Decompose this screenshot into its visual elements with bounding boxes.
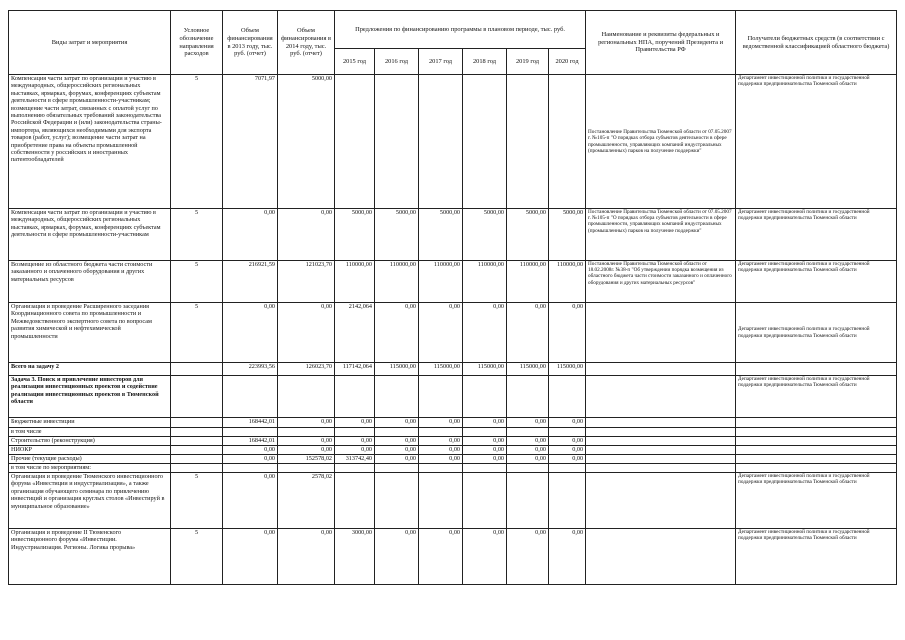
value-2015 bbox=[335, 75, 375, 209]
value-2014: 121023,70 bbox=[278, 261, 335, 303]
value-2019: 0,00 bbox=[507, 303, 549, 363]
activity-cell: НИОКР bbox=[9, 446, 171, 455]
npa-cell: Постановление Правительства Тюменской области от 18.02.2008г. №38-п "Об утверждении порядка возмещения из областного бюджета части стоимости заказанного и оплаченного оборудования и других материальных ресурсов" bbox=[586, 261, 736, 303]
recipient-cell: Департамент инвестиционной политики и государственной поддержки предпринимательства Тюменской области bbox=[736, 529, 897, 585]
budget-table bbox=[8, 10, 897, 585]
npa-cell bbox=[586, 473, 736, 529]
value-2020: 0,00 bbox=[549, 446, 586, 455]
value-2016: 0,00 bbox=[375, 437, 419, 446]
value-2015: 0,00 bbox=[335, 446, 375, 455]
value-2019 bbox=[507, 428, 549, 437]
header-activity: Виды затрат и мероприятия bbox=[9, 11, 171, 75]
table-row bbox=[9, 446, 897, 455]
value-2014: 5000,00 bbox=[278, 75, 335, 209]
value-2015: 5000,00 bbox=[335, 209, 375, 261]
value-2018 bbox=[463, 376, 507, 418]
table-row bbox=[9, 428, 897, 437]
value-2013: 0,00 bbox=[223, 529, 278, 585]
value-2020: 5000,00 bbox=[549, 209, 586, 261]
value-2018: 0,00 bbox=[463, 529, 507, 585]
value-2013: 0,00 bbox=[223, 303, 278, 363]
recipient-cell bbox=[736, 363, 897, 376]
value-2016: 0,00 bbox=[375, 529, 419, 585]
value-2018: 0,00 bbox=[463, 437, 507, 446]
recipient-cell: Департамент инвестиционной политики и государственной поддержки предпринимательства Тюменской области bbox=[736, 209, 897, 261]
value-2017: 115000,00 bbox=[419, 363, 463, 376]
value-2015 bbox=[335, 376, 375, 418]
value-2018: 115000,00 bbox=[463, 363, 507, 376]
value-2014: 0,00 bbox=[278, 418, 335, 428]
value-2016: 0,00 bbox=[375, 446, 419, 455]
npa-cell bbox=[586, 363, 736, 376]
value-2017: 0,00 bbox=[419, 455, 463, 464]
value-2013: 168442,01 bbox=[223, 437, 278, 446]
value-2020: 0,00 bbox=[549, 437, 586, 446]
npa-cell bbox=[586, 376, 736, 418]
value-2018: 5000,00 bbox=[463, 209, 507, 261]
value-2018 bbox=[463, 75, 507, 209]
value-2013: 0,00 bbox=[223, 209, 278, 261]
activity-cell: Задача 3. Поиск и привлечение инвесторов для реализации инвестиционных проектов и содействие реализации инвестиционных проектов в Тюменской области bbox=[9, 376, 171, 418]
code-cell: 5 bbox=[171, 529, 223, 585]
value-2017: 0,00 bbox=[419, 437, 463, 446]
value-2017: 0,00 bbox=[419, 446, 463, 455]
npa-cell bbox=[586, 529, 736, 585]
code-cell bbox=[171, 455, 223, 464]
value-2013: 0,00 bbox=[223, 446, 278, 455]
table-row bbox=[9, 464, 897, 473]
value-2018: 0,00 bbox=[463, 446, 507, 455]
code-cell bbox=[171, 376, 223, 418]
value-2015: 0,00 bbox=[335, 418, 375, 428]
value-2020: 115000,00 bbox=[549, 363, 586, 376]
value-2016: 0,00 bbox=[375, 303, 419, 363]
value-2015: 0,00 bbox=[335, 437, 375, 446]
recipient-cell: Департамент инвестиционной политики и государственной поддержки предпринимательства Тюменской области bbox=[736, 303, 897, 363]
value-2013: 0,00 bbox=[223, 473, 278, 529]
value-2015: 3000,00 bbox=[335, 529, 375, 585]
value-2016: 0,00 bbox=[375, 418, 419, 428]
value-2020 bbox=[549, 464, 586, 473]
value-2019: 110000,00 bbox=[507, 261, 549, 303]
npa-cell bbox=[586, 428, 736, 437]
code-cell: 5 bbox=[171, 209, 223, 261]
activity-cell: Организация и проведение Расширенного заседания Координационного совета по промышленности и Межведомственного экспертного совета по вопросам развития химической и нефтехимической промышленности bbox=[9, 303, 171, 363]
code-cell bbox=[171, 446, 223, 455]
table-row bbox=[9, 75, 897, 209]
table-row bbox=[9, 418, 897, 428]
code-cell bbox=[171, 418, 223, 428]
value-2016: 5000,00 bbox=[375, 209, 419, 261]
npa-cell: Постановление Правительства Тюменской области от 07.05.2007 г. №105-п "О порядках отбора субъектов деятельности в сфере промышленности, управляющих компаний индустриальных (промышленных) парков на получение поддержки" bbox=[586, 75, 736, 209]
header-year: 2016 год bbox=[375, 49, 419, 75]
recipient-cell bbox=[736, 446, 897, 455]
activity-cell: Компенсация части затрат по организации и участию в международных, общероссийских региональных выставках, ярмарках, форумах, конференциях субъектам деятельности в сфере промышленности-участникам; возмещение части затрат, связанных с оплатой услуг по выполнению обязательных требований законодательства Российской Федерации и (или) законодательства страны-импортера, являющихся необходимыми для экспорта товаров (работ, услуг); возмещение части затрат на приобретение права на объекты промышленной собственности у российских и иностранных патентообладателей bbox=[9, 75, 171, 209]
code-cell: 5 bbox=[171, 261, 223, 303]
header-year: 2018 год bbox=[463, 49, 507, 75]
header-forecast: Предложения по финансированию программы в плановом периоде, тыс. руб. bbox=[335, 11, 586, 49]
recipient-cell: Департамент инвестиционной политики и государственной поддержки предпринимательства Тюменской области bbox=[736, 376, 897, 418]
table-row bbox=[9, 529, 897, 585]
value-2018 bbox=[463, 473, 507, 529]
npa-cell: Постановление Правительства Тюменской области от 07.05.2007 г. №105-п "О порядках отбора субъектов деятельности в сфере промышленности, управляющих компаний индустриальных (промышленных) парков на получение поддержки" bbox=[586, 209, 736, 261]
value-2016: 0,00 bbox=[375, 455, 419, 464]
value-2014: 2578,02 bbox=[278, 473, 335, 529]
value-2017: 0,00 bbox=[419, 529, 463, 585]
recipient-cell: Департамент инвестиционной политики и государственной поддержки предпринимательства Тюменской области bbox=[736, 75, 897, 209]
table-row bbox=[9, 209, 897, 261]
value-2019: 0,00 bbox=[507, 455, 549, 464]
value-2017: 0,00 bbox=[419, 303, 463, 363]
npa-cell bbox=[586, 464, 736, 473]
npa-cell bbox=[586, 437, 736, 446]
table-row-total bbox=[9, 363, 897, 376]
code-cell bbox=[171, 363, 223, 376]
table-row bbox=[9, 261, 897, 303]
value-2014: 0,00 bbox=[278, 303, 335, 363]
value-2019: 0,00 bbox=[507, 418, 549, 428]
recipient-cell: Департамент инвестиционной политики и государственной поддержки предпринимательства Тюменской области bbox=[736, 473, 897, 529]
header-recipient: Получатели бюджетных средств (в соответствии с ведомственной классификацией областного бюджета) bbox=[736, 11, 897, 75]
table-row bbox=[9, 473, 897, 529]
value-2019 bbox=[507, 464, 549, 473]
value-2014: 126023,70 bbox=[278, 363, 335, 376]
value-2018: 110000,00 bbox=[463, 261, 507, 303]
activity-cell: Возмещение из областного бюджета части стоимости заказанного и оплаченного оборудования и других материальных ресурсов bbox=[9, 261, 171, 303]
value-2020: 110000,00 bbox=[549, 261, 586, 303]
value-2017 bbox=[419, 376, 463, 418]
recipient-cell bbox=[736, 418, 897, 428]
activity-cell: Прочие (текущие расходы) bbox=[9, 455, 171, 464]
value-2017 bbox=[419, 428, 463, 437]
table-row bbox=[9, 455, 897, 464]
table-row bbox=[9, 303, 897, 363]
activity-cell: Организация и проведение Тюменского инвестиционного форума «Инвестиции и индустриализация», а также организация обучающего семинара по привлечению инвестиций и организация круглых столов «Инвестируй в муниципальное образование» bbox=[9, 473, 171, 529]
value-2018 bbox=[463, 464, 507, 473]
value-2014 bbox=[278, 464, 335, 473]
value-2014: 0,00 bbox=[278, 437, 335, 446]
value-2017: 0,00 bbox=[419, 418, 463, 428]
value-2014: 0,00 bbox=[278, 209, 335, 261]
header-npa: Наименование и реквизиты федеральных и региональных НПА, поручений Президента и Правительства РФ bbox=[586, 11, 736, 75]
value-2014: 0,00 bbox=[278, 529, 335, 585]
value-2018 bbox=[463, 428, 507, 437]
header-year: 2019 год bbox=[507, 49, 549, 75]
activity-cell: в том числе bbox=[9, 428, 171, 437]
value-2014 bbox=[278, 376, 335, 418]
npa-cell bbox=[586, 446, 736, 455]
value-2020 bbox=[549, 473, 586, 529]
value-2019: 0,00 bbox=[507, 446, 549, 455]
value-2018: 0,00 bbox=[463, 455, 507, 464]
value-2019: 0,00 bbox=[507, 529, 549, 585]
code-cell: 5 bbox=[171, 303, 223, 363]
value-2016: 110000,00 bbox=[375, 261, 419, 303]
value-2020: 0,00 bbox=[549, 418, 586, 428]
value-2014: 152578,02 bbox=[278, 455, 335, 464]
value-2018: 0,00 bbox=[463, 303, 507, 363]
code-cell bbox=[171, 428, 223, 437]
activity-cell: Организация и проведение II Тюменского инвестиционного форума «Инвестиции. Индустриализация. Регионы. Логика прорыва» bbox=[9, 529, 171, 585]
value-2020: 0,00 bbox=[549, 529, 586, 585]
npa-cell bbox=[586, 303, 736, 363]
value-2014 bbox=[278, 428, 335, 437]
value-2013 bbox=[223, 376, 278, 418]
value-2018: 0,00 bbox=[463, 418, 507, 428]
value-2016: 115000,00 bbox=[375, 363, 419, 376]
budget-table-sheet bbox=[8, 10, 896, 585]
code-cell: 5 bbox=[171, 75, 223, 209]
value-2017 bbox=[419, 464, 463, 473]
value-2013: 168442,01 bbox=[223, 418, 278, 428]
value-2019: 5000,00 bbox=[507, 209, 549, 261]
value-2015: 2142,064 bbox=[335, 303, 375, 363]
value-2019: 0,00 bbox=[507, 437, 549, 446]
value-2017: 5000,00 bbox=[419, 209, 463, 261]
table-row-task bbox=[9, 376, 897, 418]
value-2019 bbox=[507, 75, 549, 209]
npa-cell bbox=[586, 455, 736, 464]
value-2016 bbox=[375, 75, 419, 209]
value-2019 bbox=[507, 473, 549, 529]
header-code: Условное обозначение направления расходов bbox=[171, 11, 223, 75]
activity-cell: Всего на задачу 2 bbox=[9, 363, 171, 376]
value-2020: 0,00 bbox=[549, 455, 586, 464]
value-2014: 0,00 bbox=[278, 446, 335, 455]
value-2015 bbox=[335, 428, 375, 437]
recipient-cell bbox=[736, 464, 897, 473]
value-2020 bbox=[549, 376, 586, 418]
value-2013: 7071,97 bbox=[223, 75, 278, 209]
value-2019: 115000,00 bbox=[507, 363, 549, 376]
value-2017 bbox=[419, 75, 463, 209]
value-2016 bbox=[375, 464, 419, 473]
value-2015: 110000,00 bbox=[335, 261, 375, 303]
value-2013: 0,00 bbox=[223, 455, 278, 464]
value-2013: 223993,56 bbox=[223, 363, 278, 376]
value-2016 bbox=[375, 473, 419, 529]
activity-cell: Компенсация части затрат по организации и участию в международных, общероссийских региональных выставках, ярмарках, форумах, конференциях субъектам деятельности в сфере промышленности-участникам bbox=[9, 209, 171, 261]
recipient-cell bbox=[736, 437, 897, 446]
value-2013 bbox=[223, 464, 278, 473]
recipient-cell bbox=[736, 428, 897, 437]
code-cell bbox=[171, 437, 223, 446]
activity-cell: в том числе по мероприятиям: bbox=[9, 464, 171, 473]
value-2016 bbox=[375, 376, 419, 418]
value-2017: 110000,00 bbox=[419, 261, 463, 303]
activity-cell: Бюджетные инвестиции bbox=[9, 418, 171, 428]
header-2013: Объем финансирования в 2013 году, тыс. руб. (отчет) bbox=[223, 11, 278, 75]
value-2020: 0,00 bbox=[549, 303, 586, 363]
table-row bbox=[9, 437, 897, 446]
header-year: 2020 год bbox=[549, 49, 586, 75]
header-year: 2015 год bbox=[335, 49, 375, 75]
value-2013: 216921,59 bbox=[223, 261, 278, 303]
value-2019 bbox=[507, 376, 549, 418]
npa-cell bbox=[586, 418, 736, 428]
value-2017 bbox=[419, 473, 463, 529]
header-2014: Объем финансирования в 2014 году, тыс. руб. (отчет) bbox=[278, 11, 335, 75]
code-cell: 5 bbox=[171, 473, 223, 529]
value-2020 bbox=[549, 75, 586, 209]
value-2016 bbox=[375, 428, 419, 437]
recipient-cell: Департамент инвестиционной политики и государственной поддержки предпринимательства Тюменской области bbox=[736, 261, 897, 303]
activity-cell: Строительство (реконструкция) bbox=[9, 437, 171, 446]
value-2015 bbox=[335, 464, 375, 473]
recipient-cell bbox=[736, 455, 897, 464]
value-2020 bbox=[549, 428, 586, 437]
value-2015 bbox=[335, 473, 375, 529]
value-2015: 313742,40 bbox=[335, 455, 375, 464]
header-year: 2017 год bbox=[419, 49, 463, 75]
value-2013 bbox=[223, 428, 278, 437]
value-2015: 117142,064 bbox=[335, 363, 375, 376]
code-cell bbox=[171, 464, 223, 473]
